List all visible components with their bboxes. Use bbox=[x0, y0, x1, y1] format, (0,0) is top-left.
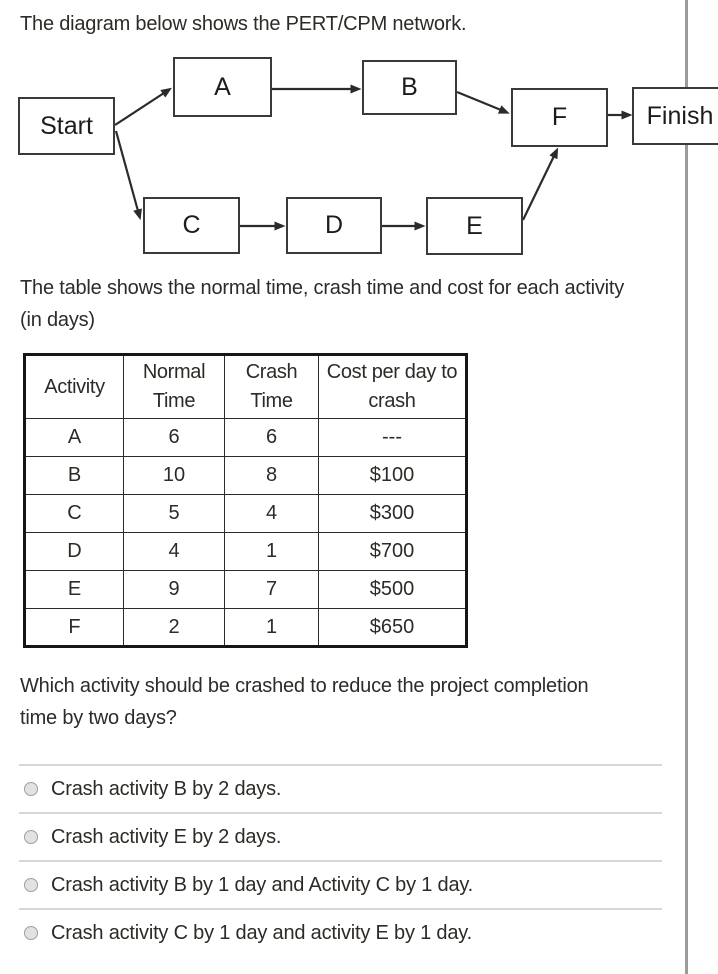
answer-option-label[interactable]: Crash activity B by 1 day and Activity C by 1 day. bbox=[51, 873, 474, 896]
cell-crash: 7 bbox=[225, 571, 319, 609]
cell-cost: $650 bbox=[319, 609, 467, 647]
header-activity: Activity bbox=[25, 355, 124, 419]
radio-button-icon[interactable] bbox=[24, 830, 38, 844]
cell-activity: E bbox=[25, 571, 124, 609]
cell-crash: 1 bbox=[225, 609, 319, 647]
node-b: B bbox=[362, 60, 457, 115]
node-f: F bbox=[511, 88, 608, 147]
edge-start-a bbox=[115, 93, 164, 125]
cell-crash: 6 bbox=[225, 419, 319, 457]
answer-option-3[interactable] bbox=[19, 860, 662, 908]
question-line1: Which activity should be crashed to reduce the project completion bbox=[20, 675, 589, 697]
table-header-row bbox=[25, 355, 467, 419]
header-crash-time: Crash Time bbox=[225, 355, 319, 419]
radio-button-icon[interactable] bbox=[24, 926, 38, 940]
header-cost-per-day: Cost per day to crash bbox=[319, 355, 467, 419]
cell-activity: D bbox=[25, 533, 124, 571]
cell-normal: 10 bbox=[124, 457, 225, 495]
table-caption-line1: The table shows the normal time, crash time and cost for each activity bbox=[20, 277, 625, 299]
cell-activity: C bbox=[25, 495, 124, 533]
edge-start-c bbox=[116, 131, 138, 211]
cell-activity: A bbox=[25, 419, 124, 457]
table-row bbox=[25, 609, 467, 647]
answer-option-1[interactable] bbox=[19, 764, 662, 812]
answer-options bbox=[19, 764, 662, 956]
cell-cost: $100 bbox=[319, 457, 467, 495]
cell-cost: $500 bbox=[319, 571, 467, 609]
table-row bbox=[25, 457, 467, 495]
node-finish: Finish bbox=[632, 87, 718, 145]
question-text bbox=[20, 671, 588, 734]
cell-activity: B bbox=[25, 457, 124, 495]
cell-normal: 9 bbox=[124, 571, 225, 609]
table-caption bbox=[20, 273, 624, 336]
cell-normal: 6 bbox=[124, 419, 225, 457]
edge-b-f bbox=[457, 92, 501, 110]
node-e: E bbox=[426, 197, 523, 255]
cell-crash: 4 bbox=[225, 495, 319, 533]
node-d: D bbox=[286, 197, 382, 254]
table-caption-line2: (in days) bbox=[20, 308, 95, 331]
cell-cost: $700 bbox=[319, 533, 467, 571]
cell-cost: $300 bbox=[319, 495, 467, 533]
cell-crash: 8 bbox=[225, 457, 319, 495]
table-row bbox=[25, 419, 467, 457]
table-row bbox=[25, 495, 467, 533]
table-row bbox=[25, 571, 467, 609]
cell-cost: --- bbox=[319, 419, 467, 457]
cell-activity: F bbox=[25, 609, 124, 647]
cell-crash: 1 bbox=[225, 533, 319, 571]
node-c: C bbox=[143, 197, 240, 254]
table-row bbox=[25, 533, 467, 571]
diagram-caption: The diagram below shows the PERT/CPM network. bbox=[20, 13, 467, 35]
node-a: A bbox=[173, 57, 272, 117]
cell-normal: 2 bbox=[124, 609, 225, 647]
cell-normal: 4 bbox=[124, 533, 225, 571]
crash-cost-table bbox=[23, 353, 468, 648]
edge-e-f bbox=[523, 156, 554, 220]
answer-option-label[interactable]: Crash activity B by 2 days. bbox=[51, 777, 282, 800]
radio-button-icon[interactable] bbox=[24, 782, 38, 796]
question-line2: time by two days? bbox=[20, 706, 177, 729]
answer-option-label[interactable]: Crash activity E by 2 days. bbox=[51, 825, 282, 848]
radio-button-icon[interactable] bbox=[24, 878, 38, 892]
header-normal-time: Normal Time bbox=[124, 355, 225, 419]
answer-option-label[interactable]: Crash activity C by 1 day and activity E by 1 day. bbox=[51, 921, 472, 944]
cell-normal: 5 bbox=[124, 495, 225, 533]
answer-option-2[interactable] bbox=[19, 812, 662, 860]
answer-option-4[interactable] bbox=[19, 908, 662, 956]
node-start: Start bbox=[18, 97, 115, 155]
